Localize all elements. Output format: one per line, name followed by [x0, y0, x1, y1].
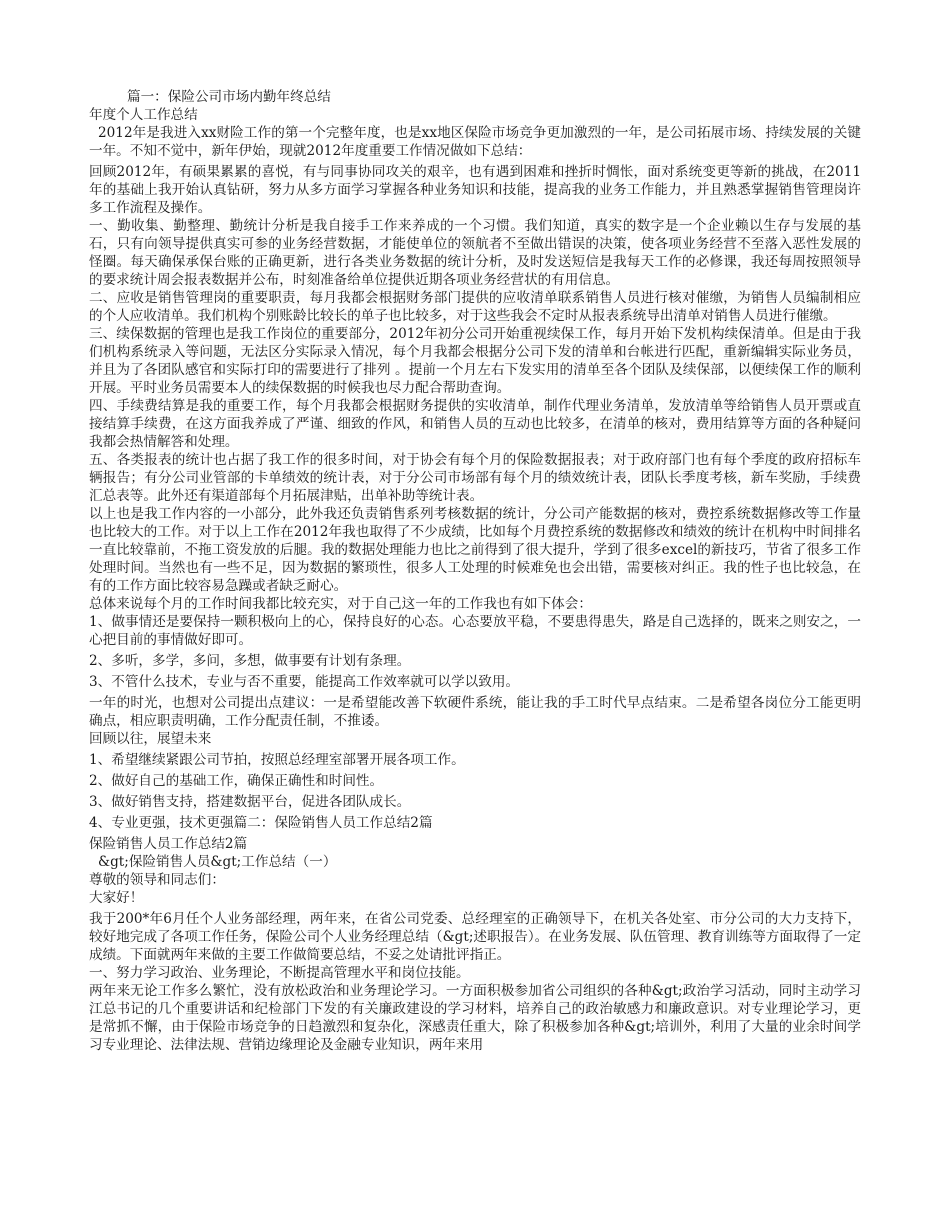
paragraph: 二、应收是销售管理岗的重要职责，每月我都会根据财务部门提供的应收清单联系销售人员进行核对催缴，为销售人员编制相应的个人应收清单。我们机构个别账龄比较长的单子也比较多，对于这些我会不定时从报表系统导出清单对销售人员进行催缴。 — [89, 290, 861, 324]
paragraph: 回顾2012年，有硕果累累的喜悦，有与同事协同攻关的艰辛，也有遇到困难和挫折时惆怅，面对系统变更等新的挑战，在2011年的基础上我开始认真钻研，努力从多方面学习掌握各种业务知识和技能，提高我的业务工作能力，并且熟悉掌握销售管理岗许多工作流程及操作。 — [89, 164, 861, 216]
paragraph: 五、各类报表的统计也占据了我工作的很多时间，对于协会有每个月的保险数据报表；对于政府部门也有每个季度的政府招标车辆报告；有分公司业管部的卡单绩效的统计表，对于分公司市场部有每个月的绩效统计表，团队长季度考核，新车奖励，手续费汇总表等。此外还有渠道部每个月拓展津贴，出单补助等统计表。 — [89, 452, 861, 504]
paragraph: 我于200*年6月任个人业务部经理，两年来，在省公司党委、总经理室的正确领导下，在机关各处室、市分公司的大力支持下，较好地完成了各项工作任务，保险公司个人业务经理总结（&gt;述职报告）。在业务发展、队伍管理、教育训练等方面取得了一定成绩。下面就两年来做的主要工作做简要总结，不妥之处请批评指正。 — [89, 911, 861, 963]
paragraph: 一、勤收集、勤整理、勤统计分析是我自接手工作来养成的一个习惯。我们知道，真实的数字是一个企业赖以生存与发展的基石，只有向领导提供真实可参的业务经营数据，才能使单位的领航者不至做出错误的决策，使各项业务经营不至落入恶性发展的怪圈。每天确保承保台账的正确更新，进行各类业务数据的统计分析，及时发送短信是我每天工作的必修课，我还每周按照领导的要求统计周会报表数据并公布，时刻准备给单位提供近期各项业务经营状的有用信息。 — [89, 218, 861, 288]
paragraph: 3、不管什么技术，专业与否不重要，能提高工作效率就可以学以致用。 — [89, 674, 520, 690]
document-body — [89, 88, 861, 1054]
paragraph: 一、努力学习政治、业务理论，不断提高管理水平和岗位技能。 — [89, 965, 470, 981]
paragraph: 年度个人工作总结 — [89, 107, 198, 123]
paragraph: 回顾以往，展望未来 — [89, 731, 212, 747]
paragraph: 3、做好销售支持，搭建数据平台，促进各团队成长。 — [89, 794, 411, 810]
paragraph: 以上也是我工作内容的一小部分，此外我还负责销售系列考核数据的统计，分公司产能数据的核对，费控系统数据修改等工作量也比较大的工作。对于以上工作在2012年我也取得了不少成绩，比如每个月费控系统的数据修改和绩效的统计在机构中时间排名一直比较靠前，不拖工资发放的后腿。我的数据处理能力也比之前得到了很大提升，学到了很多excel的新技巧，节省了很多工作处理时间。当然也有一些不足，因为数据的繁琐性，很多人工处理的时候难免也会出错，需要核对纠正。我的性子也比较急，在有的工作方面比较容易急躁或者缺乏耐心。 — [89, 506, 861, 594]
paragraph: 2012年是我进入xx财险工作的第一个完整年度，也是xx地区保险市场竞争更加激烈的一年，是公司拓展市场、持续发展的关键一年。不知不觉中，新年伊始，现就2012年度重要工作情况做如下总结： — [89, 125, 861, 159]
paragraph: 总体来说每个月的工作时间我都比较充实，对于自己这一年的工作我也有如下体会： — [89, 596, 592, 612]
paragraph: 两年来无论工作多么繁忙，没有放松政治和业务理论学习。一方面积极参加省公司组织的各种&gt;政治学习活动，同时主动学习江总书记的几个重要讲话和纪检部门下发的有关廉政建设的学习材料，培养自己的政治敏感力和廉政意识。对专业理论学习，更是常抓不懈，由于保险市场竞争的日趋激烈和复杂化，深感责任重大，除了积极参加各种&gt;培训外，利用了大量的业余时间学习专业理论、法律法规、营销边缘理论及金融专业知识，两年来用 — [89, 983, 861, 1053]
paragraph: &gt;保险销售人员&gt;工作总结（一） — [98, 854, 337, 870]
paragraph: 尊敬的领导和同志们： — [89, 872, 225, 888]
paragraph: 四、手续费结算是我的重要工作，每个月我都会根据财务提供的实收清单，制作代理业务清单，发放清单等给销售人员开票或直接结算手续费，在这方面我养成了严谨、细致的作风，和销售人员的互动也比较多，在清单的核对，费用结算等方面的各种疑问我都会热情解答和处理。 — [89, 398, 861, 450]
paragraph: 保险销售人员工作总结2篇 — [89, 836, 248, 852]
paragraph: 三、续保数据的管理也是我工作岗位的重要部分，2012年初分公司开始重视续保工作，每月开始下发机构续保清单。但是由于我们机构系统录入等问题，无法区分实际录入情况，每个月我都会根据分公司下发的清单和台帐进行匹配，重新编辑实际业务员，并且为了各团队感官和实际打印的需要进行了排列 。提前一个月左右下发实用的清单至各个团队及续保部，以便续保工作的顺利开展。平时业务员需要本人的续保数据的时候我也尽力配合帮助查询。 — [89, 326, 861, 396]
paragraph: 1、做事情还是要保持一颗积极向上的心，保持良好的心态。心态要放平稳，不要患得患失，路是自己选择的，既来之则安之，一心把目前的事情做好即可。 — [89, 614, 861, 648]
paragraph: 1、希望继续紧跟公司节拍，按照总经理室部署开展各项工作。 — [89, 752, 465, 768]
document-title: 篇一：保险公司市场内勤年终总结 — [127, 89, 331, 105]
paragraph: 4、专业更强，技术更强篇二：保险销售人员工作总结2篇 — [89, 815, 433, 831]
paragraph: 大家好！ — [89, 890, 144, 906]
paragraph: 2、多听，多学，多问，多想，做事要有计划有条理。 — [89, 653, 411, 669]
paragraph: 一年的时光，也想对公司提出点建议：一是希望能改善下软硬件系统，能让我的手工时代早点结束。二是希望各岗位分工能更明确点，相应职责明确，工作分配责任制，不推诿。 — [89, 695, 861, 729]
paragraph: 2、做好自己的基础工作，确保正确性和时间性。 — [89, 773, 384, 789]
